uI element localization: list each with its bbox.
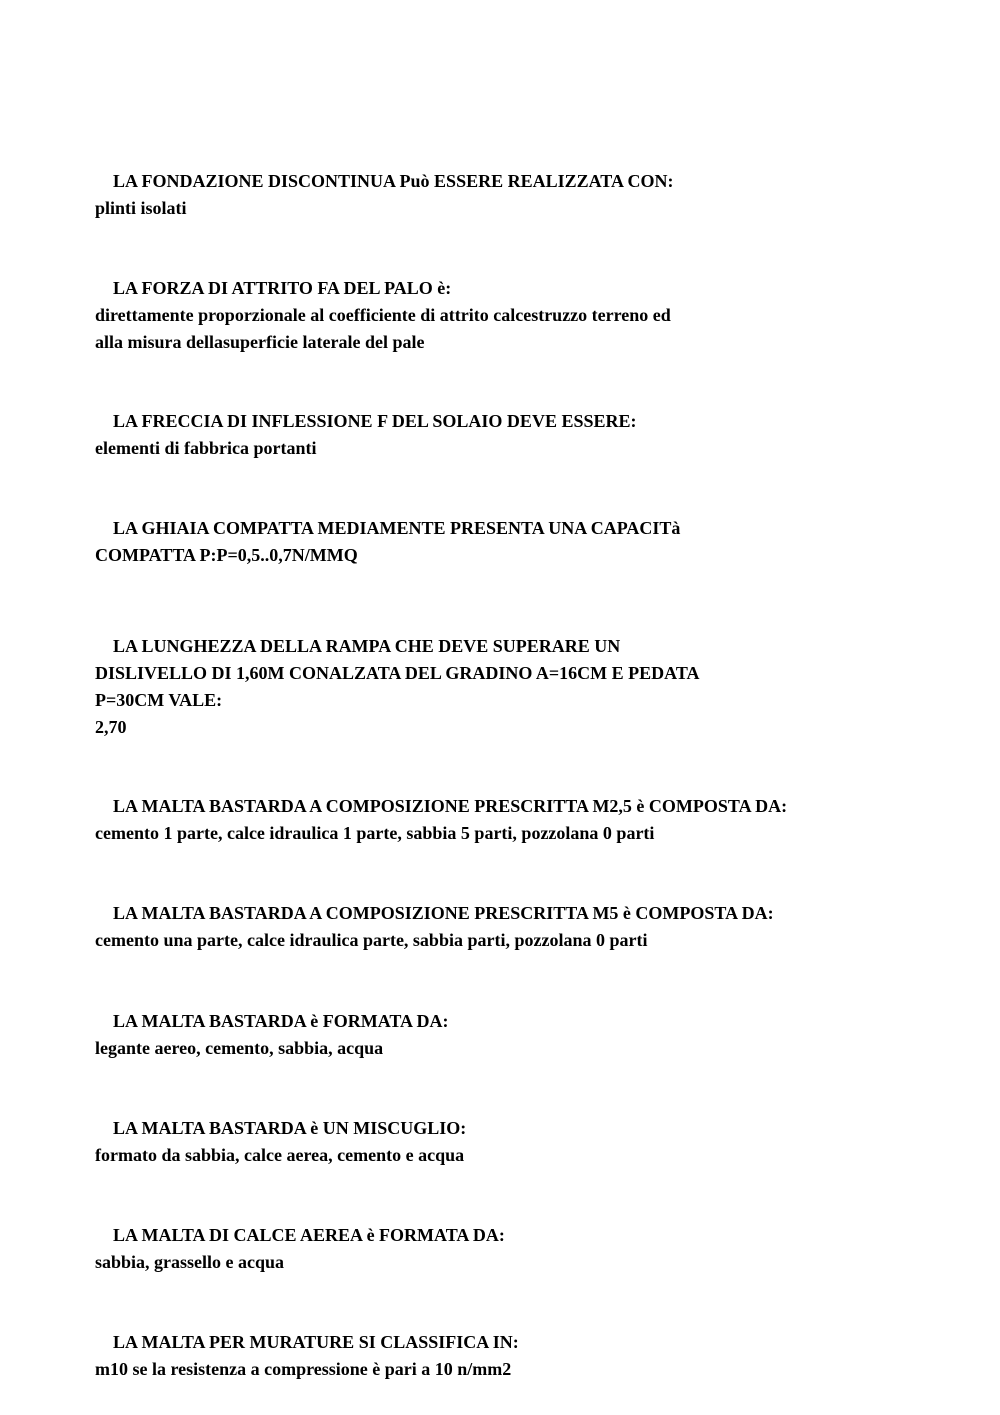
qa-block <box>95 408 915 462</box>
answer-text: 2,70 <box>95 717 127 737</box>
question-text: LA LUNGHEZZA DELLA RAMPA CHE DEVE SUPERARE UN DISLIVELLO DI 1,60M CONALZATA DEL GRADINO A=16CM E PEDATA P=30CM VALE: <box>95 636 700 710</box>
question-text: LA MALTA PER MURATURE SI CLASSIFICA IN: <box>113 1332 519 1352</box>
question-text: LA MALTA BASTARDA A COMPOSIZIONE PRESCRITTA M2,5 è COMPOSTA DA: <box>113 796 788 816</box>
answer-text: cemento 1 parte, calce idraulica 1 parte, sabbia 5 parti, pozzolana 0 parti <box>95 823 655 843</box>
qa-block <box>95 633 915 741</box>
qa-block <box>95 168 915 222</box>
question-text: LA MALTA BASTARDA è UN MISCUGLIO: <box>113 1118 467 1138</box>
qa-block <box>95 515 915 569</box>
answer-text: elementi di fabbrica portanti <box>95 438 317 458</box>
answer-text: m10 se la resistenza a compressione è pari a 10 n/mm2 <box>95 1359 512 1379</box>
qa-block <box>95 1008 915 1062</box>
question-text: LA MALTA DI CALCE AEREA è FORMATA DA: <box>113 1225 505 1245</box>
qa-block <box>95 1222 915 1276</box>
question-text: LA FONDAZIONE DISCONTINUA Può ESSERE REALIZZATA CON: <box>113 171 674 191</box>
question-text: LA FORZA DI ATTRITO FA DEL PALO è: <box>113 278 452 298</box>
qa-block <box>95 1115 915 1169</box>
answer-text: cemento una parte, calce idraulica parte, sabbia parti, pozzolana 0 parti <box>95 930 648 950</box>
qa-block <box>95 793 915 847</box>
answer-text: plinti isolati <box>95 198 187 218</box>
qa-block <box>95 275 915 356</box>
question-text: LA GHIAIA COMPATTA MEDIAMENTE PRESENTA UNA CAPACITà COMPATTA P:P=0,5..0,7N/MMQ <box>95 518 681 565</box>
answer-text: legante aereo, cemento, sabbia, acqua <box>95 1038 384 1058</box>
qa-block <box>95 900 915 954</box>
answer-text: direttamente proporzionale al coefficiente di attrito calcestruzzo terreno ed alla misura dellasuperficie laterale del pale <box>95 305 671 352</box>
answer-text: sabbia, grassello e acqua <box>95 1252 285 1272</box>
answer-text: formato da sabbia, calce aerea, cemento e acqua <box>95 1145 465 1165</box>
question-text: LA MALTA BASTARDA A COMPOSIZIONE PRESCRITTA M5 è COMPOSTA DA: <box>113 903 774 923</box>
question-text: LA FRECCIA DI INFLESSIONE F DEL SOLAIO DEVE ESSERE: <box>113 411 637 431</box>
qa-block <box>95 1329 915 1383</box>
question-text: LA MALTA BASTARDA è FORMATA DA: <box>113 1011 449 1031</box>
